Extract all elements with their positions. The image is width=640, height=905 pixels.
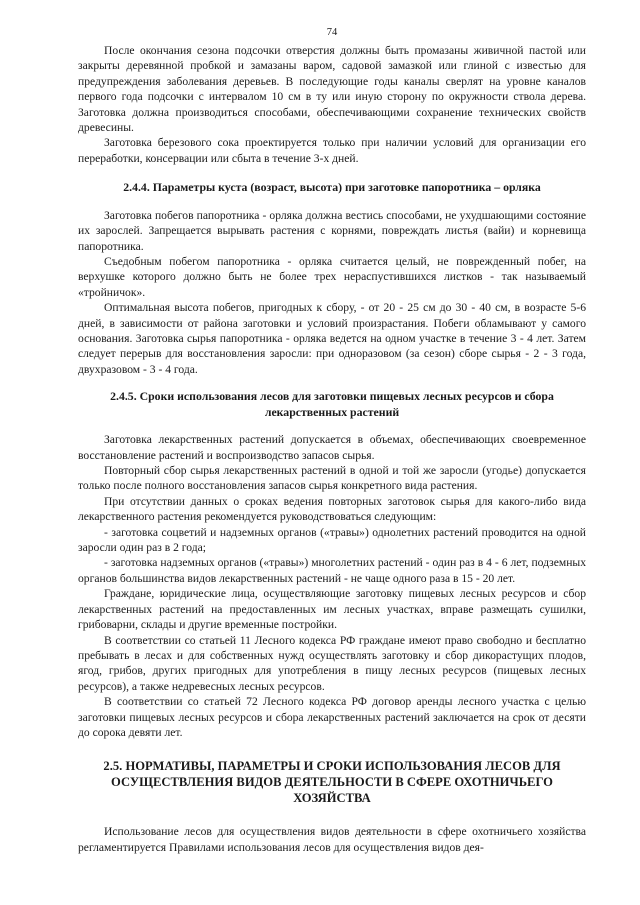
paragraph-hunting-usage: Использование лесов для осуществления видов деятельности в сфере охотничьего хозяйства регламентируется Правилами использования лесов для осуществления видов дея-: [78, 825, 586, 854]
paragraph-article-11: В соответствии со статьей 11 Лесного кодекса РФ граждане имеют право свободно и бесплатно пребывать в лесах и для собственных нужд осуществлять заготовку и сбор дикорастущих плодов, ягод, грибов, других пригодных для употребления в пищу лесных ресурсов (пищевых лесных ресурсов), а также недревесных лесных ресурсов.: [78, 633, 586, 693]
section-heading-2-5: 2.5. НОРМАТИВЫ, ПАРАМЕТРЫ И СРОКИ ИСПОЛЬЗОВАНИЯ ЛЕСОВ ДЛЯ ОСУЩЕСТВЛЕНИЯ ВИДОВ ДЕЯТЕЛЬНОСТИ В СФЕРЕ ОХОТНИЧЬЕГО ХОЗЯЙСТВА: [103, 759, 561, 806]
paragraph-no-data-guidance: При отсутствии данных о сроках ведения повторных заготовок сырья для какого-либо вида лекарственного растения рекомендуется руководствоваться следующим:: [78, 494, 586, 524]
document-page: [78, 26, 586, 855]
paragraph-repeat-harvest: Повторный сбор сырья лекарственных растений в одной и той же заросли (угодье) допускается только после полного восстановления запасов сырья конкретного вида растения.: [78, 464, 586, 493]
paragraph-article-72: В соответствии со статьей 72 Лесного кодекса РФ договор аренды лесного участка с целью заготовки пищевых лесных ресурсов и сбора лекарственных растений заключается на срок от десяти до сорока девяти лет.: [78, 695, 586, 739]
section-heading-2-4-4: 2.4.4. Параметры куста (возраст, высота) при заготовке папоротника – орляка: [123, 180, 541, 195]
paragraph-medicinal-volume: Заготовка лекарственных растений допускается в объемах, обеспечивающих своевременное восстановление растений и воспроизводство запасов сырья.: [78, 433, 586, 462]
paragraph-temporary-buildings: Граждане, юридические лица, осуществляющие заготовку пищевых лесных ресурсов и сбор лекарственных растений на предоставленных им лесных участках, вправе размещать сушилки, грибоварни, склады и другие временные постройки.: [78, 587, 586, 632]
list-item-annual-plants: - заготовка соцветий и надземных органов («травы») однолетних растений проводится на одной заросли один раз в 2 года;: [78, 525, 586, 555]
section-heading-2-4-5: 2.4.5. Сроки использования лесов для заготовки пищевых лесных ресурсов и сбора лекарственных растений: [110, 389, 554, 419]
paragraph-tapping-holes: После окончания сезона подсочки отверстия должны быть промазаны живичной пастой или закрыты деревянной пробкой и замазаны варом, садовой замазкой или глиной с известью для предупреждения заболевания деревьев. В последующие годы каналы сверлят на уровне каналов первого года подсочки с интервалом 10 см в ту или иную сторону по окружности ствола дерева. Заготовка должна производиться способами, обеспечивающими сохранение технических свойств древесины.: [78, 44, 586, 135]
paragraph-fern-shoot: Съедобным побегом папоротника - орляка считается целый, не поврежденный побег, на верхушке которого должно быть не более трех нераспустившихся листков - так называемый «тройничок».: [78, 254, 586, 299]
list-item-perennial-plants: - заготовка надземных органов («травы») многолетних растений - один раз в 4 - 6 лет, подземных органов большинства видов лекарственных растений - не чаще одного раза в 15 - 20 лет.: [78, 556, 586, 585]
paragraph-birch-sap: Заготовка березового сока проектируется только при наличии условий для организации его переработки, консервации или сбыта в течение 3-х дней.: [78, 136, 586, 165]
page-number: 74: [326, 27, 338, 38]
paragraph-fern-height: Оптимальная высота побегов, пригодных к сбору, - от 20 - 25 см до 30 - 40 см, в возрасте 5-6 дней, в зависимости от района заготовки и условий произрастания. Побеги обламывают у самого основания. Заготовка сырья папоротника - орляка ведется на одном участке в течение 3 - 4 лет. Затем следует перерыв для восстановления заросли: при одноразовом (за сезон) сборе сырья - 2 - 3 года, двухразовом - 3 - 4 года.: [78, 301, 586, 376]
paragraph-fern-harvest: Заготовка побегов папоротника - орляка должна вестись способами, не ухудшающими состояние их зарослей. Запрещается вырывать растения с корнями, повреждать листья (вайи) и корневища папоротника.: [78, 208, 586, 253]
